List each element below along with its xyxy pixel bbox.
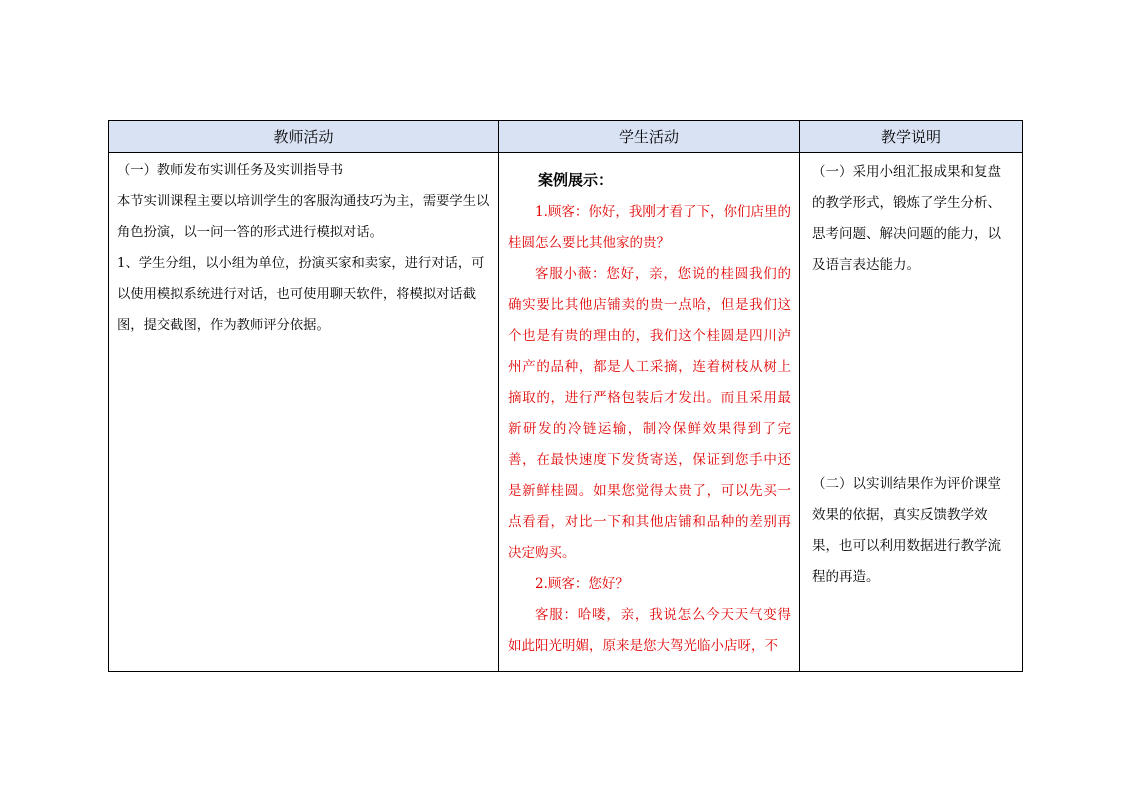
teacher-heading: （一）教师发布实训任务及实训指导书 — [117, 163, 344, 178]
dialog-a1: 客服小薇：您好，亲，您说的桂圆我们的确实要比其他店铺卖的贵一点哈，但是我们这个也是有贵的理由的，我们这个桂圆是四川泸州产的品种，都是人工采摘，连着树枝从树上摘取的，进行严格包装后才发出。而且采用最新研发的冷链运输，制冷保鲜效果得到了完善，在最快速度下发货寄送，保证到您手中还是新鲜桂圆。如果您觉得太贵了，可以先买一点看看，对比一下和其他店铺和品种的差别再决定购买。 — [508, 266, 791, 561]
dialog-q2: 2.顾客：您好？ — [535, 576, 629, 592]
note-2: （二）以实训结果作为评价课堂效果的依据，真实反馈教学效果，也可以利用数据进行教学流程的再造。 — [812, 476, 1001, 585]
teaching-notes-cell — [799, 153, 1022, 671]
dialog-a2: 客服：哈喽，亲，我说怎么今天天气变得如此阳光明媚，原来是您大驾光临小店呀，不 — [508, 607, 791, 654]
case-title: 案例展示： — [538, 171, 614, 189]
teacher-para-1: 本节实训课程主要以培训学生的客服沟通技巧为主，需要学生以角色扮演，以一问一答的形式进行模拟对话。 — [117, 194, 490, 240]
dialog-q1: 1.顾客：你好，我刚才看了下，你们店里的桂圆怎么要比其他家的贵？ — [508, 204, 791, 251]
header-teaching-notes: 教学说明 — [799, 121, 1022, 153]
activity-table — [108, 120, 1023, 672]
header-teacher-activity: 教师活动 — [109, 121, 498, 153]
teacher-activity-cell — [109, 153, 498, 671]
note-spacer — [812, 281, 1012, 469]
header-student-activity: 学生活动 — [498, 121, 799, 153]
note-1: （一）采用小组汇报成果和复盘的教学形式，锻炼了学生分析、思考问题、解决问题的能力，以及语言表达能力。 — [812, 164, 1001, 273]
student-activity-cell — [498, 153, 799, 671]
teacher-para-2: 1、学生分组，以小组为单位，扮演买家和卖家，进行对话，可以使用模拟系统进行对话，也可使用聊天软件，将模拟对话截图，提交截图，作为教师评分依据。 — [117, 256, 485, 333]
